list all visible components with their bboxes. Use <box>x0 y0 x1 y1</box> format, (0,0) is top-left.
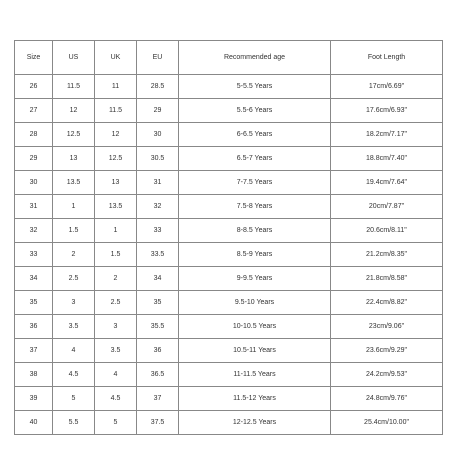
foot-length-cell: 22.4cm/8.82" <box>331 291 443 315</box>
recommended-age-cell: 5.5-6 Years <box>179 99 331 123</box>
table-row <box>15 315 443 339</box>
us-size-cell: 13 <box>53 147 95 171</box>
size-cell: 38 <box>15 363 53 387</box>
us-size-cell: 1 <box>53 195 95 219</box>
size-cell: 35 <box>15 291 53 315</box>
uk-size-cell: 1.5 <box>95 243 137 267</box>
foot-length-cell: 23.6cm/9.29" <box>331 339 443 363</box>
table-row <box>15 195 443 219</box>
eu-size-cell: 35 <box>137 291 179 315</box>
table-row <box>15 411 443 435</box>
table-row <box>15 171 443 195</box>
column-header-recommended-age: Recommended age <box>179 41 331 75</box>
size-chart-header <box>15 41 443 75</box>
eu-size-cell: 28.5 <box>137 75 179 99</box>
size-cell: 39 <box>15 387 53 411</box>
foot-length-cell: 24.2cm/9.53" <box>331 363 443 387</box>
us-size-cell: 3.5 <box>53 315 95 339</box>
column-header-us: US <box>53 41 95 75</box>
eu-size-cell: 37.5 <box>137 411 179 435</box>
uk-size-cell: 13.5 <box>95 195 137 219</box>
foot-length-cell: 17.6cm/6.93" <box>331 99 443 123</box>
foot-length-cell: 20.6cm/8.11" <box>331 219 443 243</box>
us-size-cell: 5 <box>53 387 95 411</box>
recommended-age-cell: 9-9.5 Years <box>179 267 331 291</box>
size-cell: 31 <box>15 195 53 219</box>
uk-size-cell: 12.5 <box>95 147 137 171</box>
us-size-cell: 13.5 <box>53 171 95 195</box>
uk-size-cell: 2.5 <box>95 291 137 315</box>
uk-size-cell: 11 <box>95 75 137 99</box>
size-cell: 27 <box>15 99 53 123</box>
uk-size-cell: 4 <box>95 363 137 387</box>
foot-length-cell: 25.4cm/10.00" <box>331 411 443 435</box>
table-row <box>15 387 443 411</box>
us-size-cell: 4.5 <box>53 363 95 387</box>
foot-length-cell: 18.2cm/7.17" <box>331 123 443 147</box>
us-size-cell: 12.5 <box>53 123 95 147</box>
us-size-cell: 11.5 <box>53 75 95 99</box>
us-size-cell: 1.5 <box>53 219 95 243</box>
us-size-cell: 12 <box>53 99 95 123</box>
uk-size-cell: 13 <box>95 171 137 195</box>
eu-size-cell: 29 <box>137 99 179 123</box>
eu-size-cell: 36 <box>137 339 179 363</box>
uk-size-cell: 2 <box>95 267 137 291</box>
column-header-eu: EU <box>137 41 179 75</box>
table-row <box>15 123 443 147</box>
foot-length-cell: 20cm/7.87" <box>331 195 443 219</box>
eu-size-cell: 33.5 <box>137 243 179 267</box>
table-row <box>15 219 443 243</box>
foot-length-cell: 21.2cm/8.35" <box>331 243 443 267</box>
us-size-cell: 3 <box>53 291 95 315</box>
size-cell: 32 <box>15 219 53 243</box>
recommended-age-cell: 8-8.5 Years <box>179 219 331 243</box>
size-cell: 29 <box>15 147 53 171</box>
us-size-cell: 4 <box>53 339 95 363</box>
recommended-age-cell: 10.5-11 Years <box>179 339 331 363</box>
uk-size-cell: 11.5 <box>95 99 137 123</box>
foot-length-cell: 17cm/6.69" <box>331 75 443 99</box>
recommended-age-cell: 8.5-9 Years <box>179 243 331 267</box>
recommended-age-cell: 12-12.5 Years <box>179 411 331 435</box>
eu-size-cell: 37 <box>137 387 179 411</box>
eu-size-cell: 32 <box>137 195 179 219</box>
eu-size-cell: 30 <box>137 123 179 147</box>
size-cell: 34 <box>15 267 53 291</box>
table-row <box>15 363 443 387</box>
us-size-cell: 2 <box>53 243 95 267</box>
eu-size-cell: 34 <box>137 267 179 291</box>
eu-size-cell: 31 <box>137 171 179 195</box>
column-header-size: Size <box>15 41 53 75</box>
us-size-cell: 2.5 <box>53 267 95 291</box>
recommended-age-cell: 7.5-8 Years <box>179 195 331 219</box>
recommended-age-cell: 10-10.5 Years <box>179 315 331 339</box>
foot-length-cell: 24.8cm/9.76" <box>331 387 443 411</box>
foot-length-cell: 23cm/9.06" <box>331 315 443 339</box>
foot-length-cell: 18.8cm/7.40" <box>331 147 443 171</box>
recommended-age-cell: 7-7.5 Years <box>179 171 331 195</box>
foot-length-cell: 21.8cm/8.58" <box>331 267 443 291</box>
uk-size-cell: 4.5 <box>95 387 137 411</box>
table-row <box>15 243 443 267</box>
table-row <box>15 75 443 99</box>
recommended-age-cell: 6.5-7 Years <box>179 147 331 171</box>
recommended-age-cell: 11.5-12 Years <box>179 387 331 411</box>
foot-length-cell: 19.4cm/7.64" <box>331 171 443 195</box>
recommended-age-cell: 9.5-10 Years <box>179 291 331 315</box>
uk-size-cell: 1 <box>95 219 137 243</box>
column-header-uk: UK <box>95 41 137 75</box>
eu-size-cell: 30.5 <box>137 147 179 171</box>
eu-size-cell: 35.5 <box>137 315 179 339</box>
table-row <box>15 267 443 291</box>
eu-size-cell: 36.5 <box>137 363 179 387</box>
size-cell: 40 <box>15 411 53 435</box>
uk-size-cell: 12 <box>95 123 137 147</box>
uk-size-cell: 3 <box>95 315 137 339</box>
size-cell: 37 <box>15 339 53 363</box>
size-cell: 36 <box>15 315 53 339</box>
header-row <box>15 41 443 75</box>
size-cell: 28 <box>15 123 53 147</box>
recommended-age-cell: 11-11.5 Years <box>179 363 331 387</box>
size-chart-table <box>14 40 443 435</box>
size-cell: 33 <box>15 243 53 267</box>
table-row <box>15 147 443 171</box>
table-row <box>15 339 443 363</box>
size-cell: 30 <box>15 171 53 195</box>
size-cell: 26 <box>15 75 53 99</box>
us-size-cell: 5.5 <box>53 411 95 435</box>
column-header-foot-length: Foot Length <box>331 41 443 75</box>
size-chart-body <box>15 75 443 435</box>
table-row <box>15 291 443 315</box>
recommended-age-cell: 5-5.5 Years <box>179 75 331 99</box>
eu-size-cell: 33 <box>137 219 179 243</box>
recommended-age-cell: 6-6.5 Years <box>179 123 331 147</box>
uk-size-cell: 3.5 <box>95 339 137 363</box>
table-row <box>15 99 443 123</box>
uk-size-cell: 5 <box>95 411 137 435</box>
